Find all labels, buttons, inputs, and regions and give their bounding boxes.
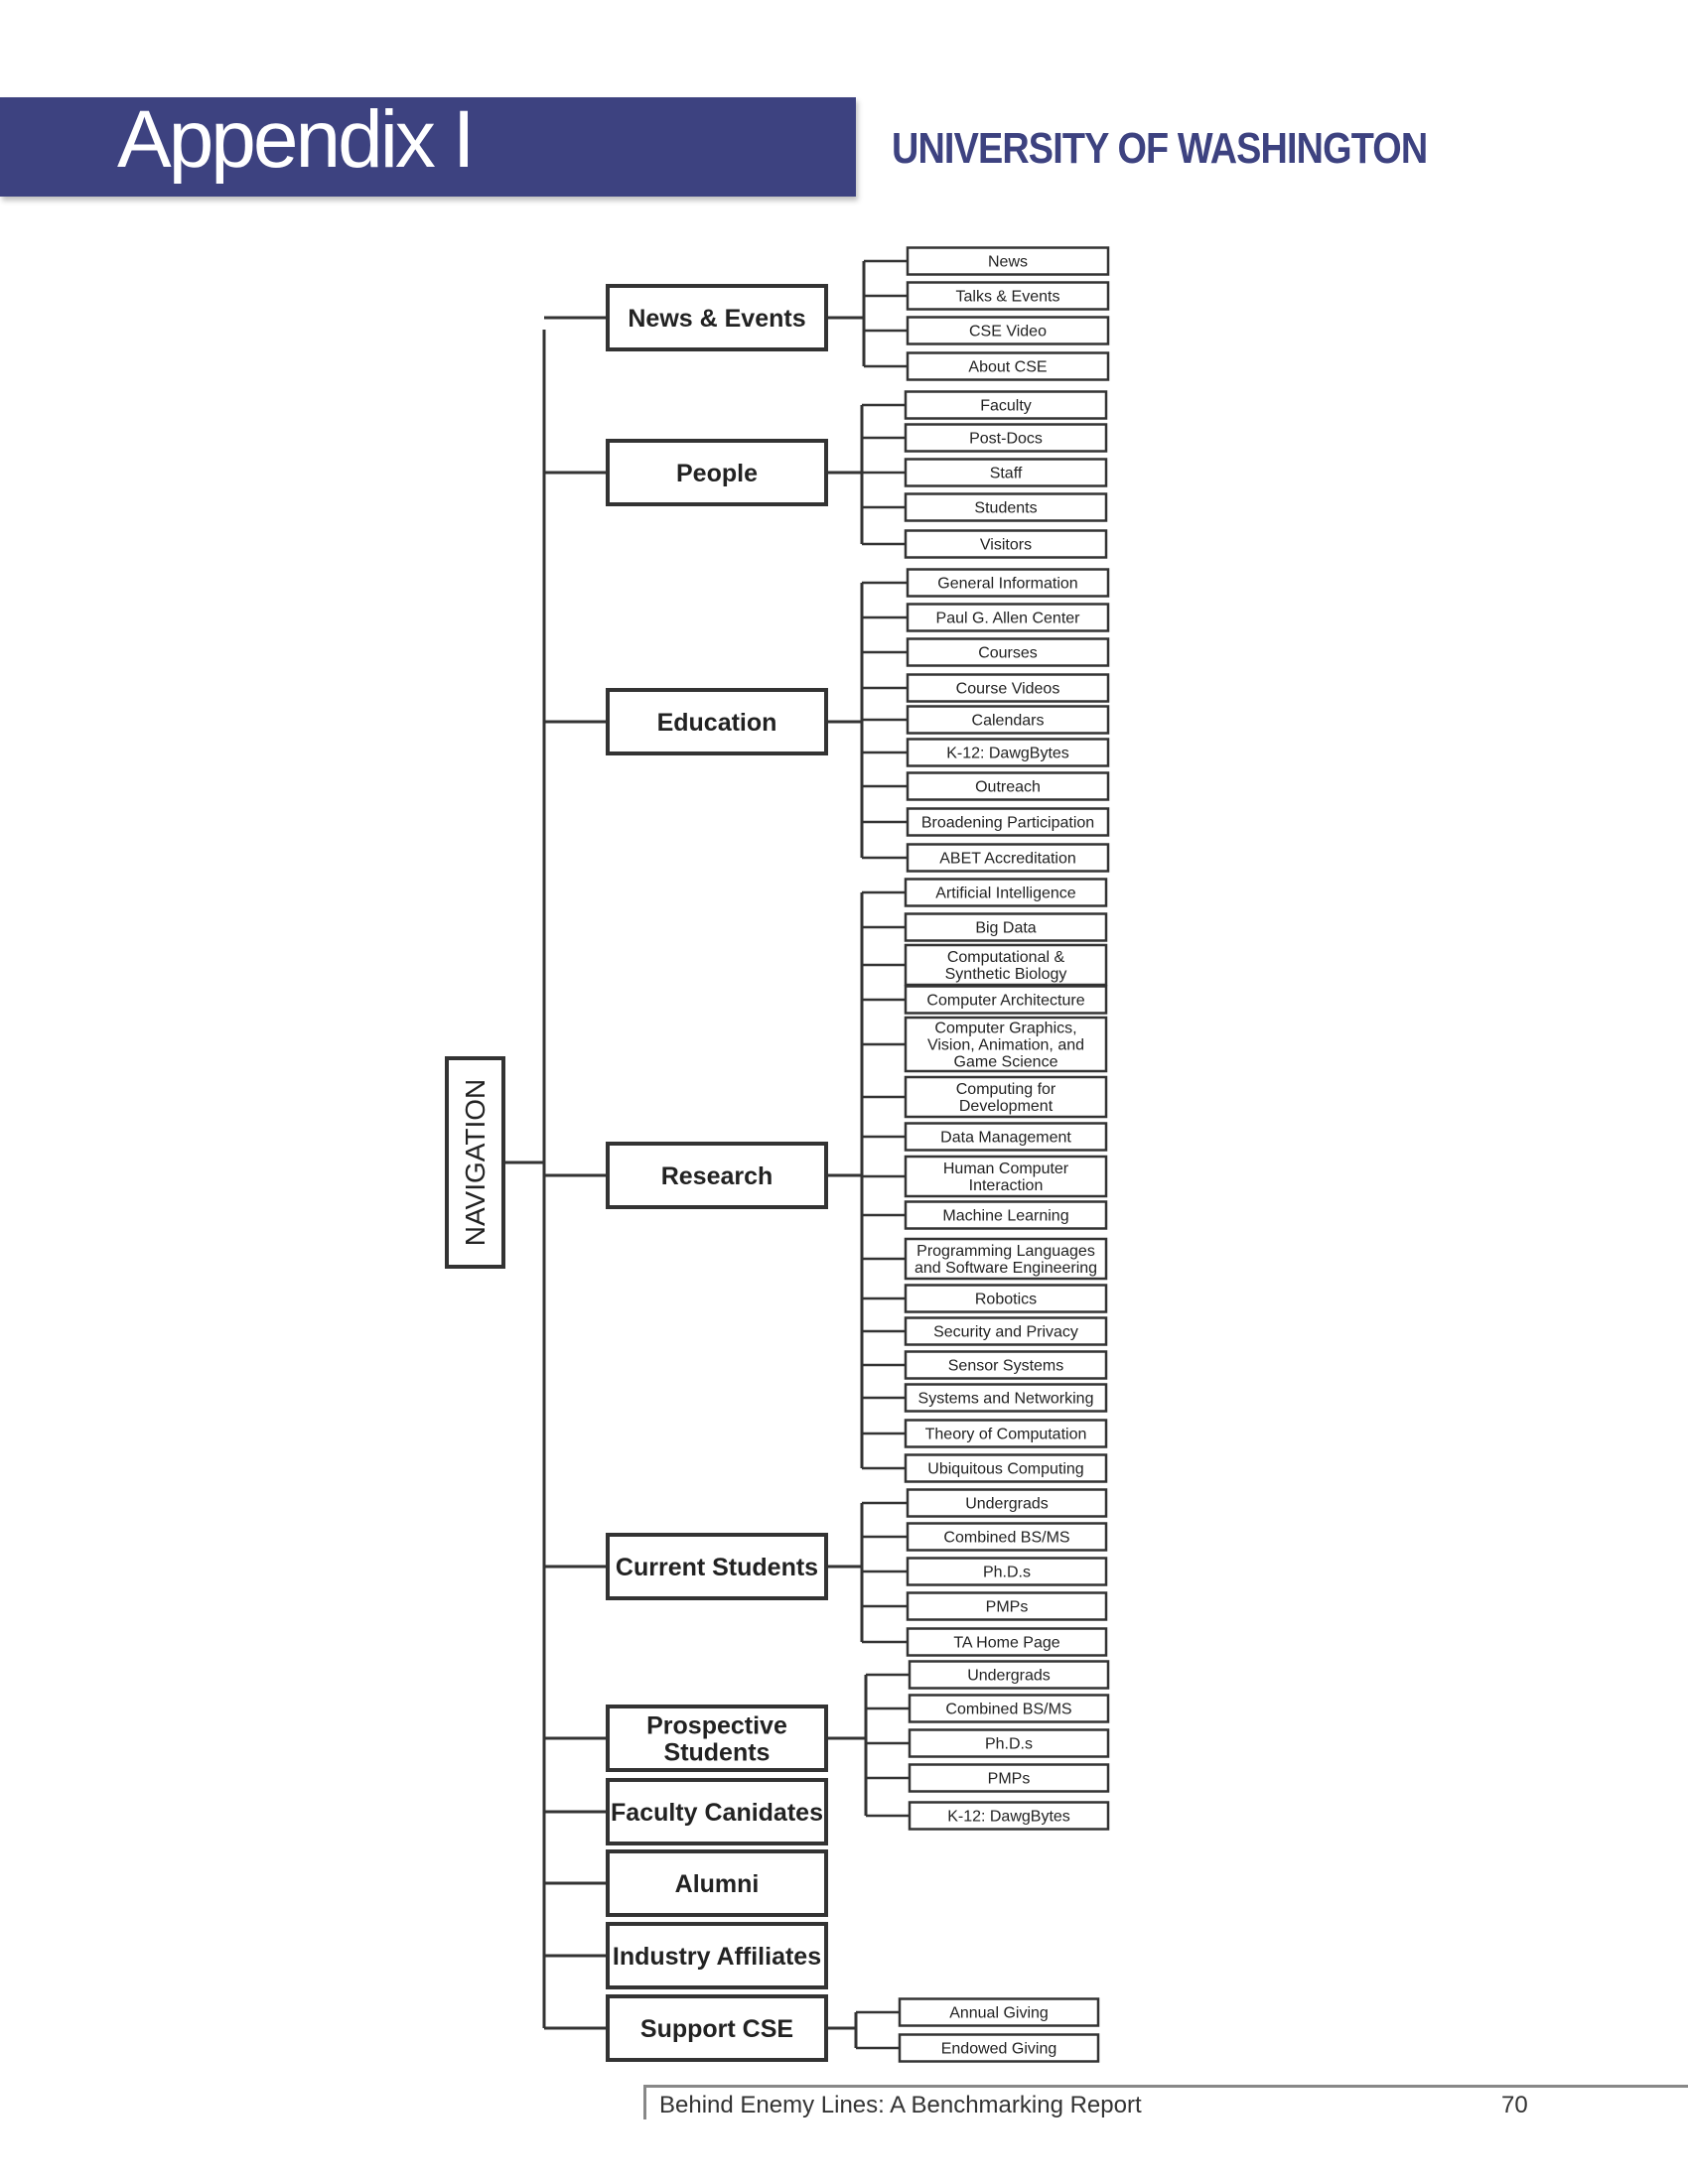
section-3-child-4-label-line: Vision, Animation, and: [926, 1036, 1085, 1054]
section-5-child-4-label-line: K-12: DawgBytes: [947, 1808, 1070, 1826]
section-3-child-11-label-line: Security and Privacy: [933, 1323, 1078, 1341]
section-3-child-7-label-line: Interaction: [968, 1177, 1044, 1195]
section-3-child-7-label-line: Human Computer: [942, 1160, 1069, 1178]
section-4-child-4-label-line: TA Home Page: [953, 1634, 1060, 1652]
section-0-child-2-label-line: CSE Video: [969, 323, 1047, 341]
section-2-child-6-label-line: Outreach: [975, 778, 1041, 796]
section-4-child-1-label-line: Combined BS/MS: [943, 1529, 1070, 1547]
section-2-child-2-label: [978, 645, 1038, 662]
section-3-child-8-label-line: Machine Learning: [942, 1207, 1069, 1225]
university-title: UNIVERSITY OF WASHINGTON: [892, 124, 1428, 173]
section-3-child-14-label: [925, 1427, 1087, 1443]
navigation-root-label: NAVIGATION: [460, 1078, 491, 1247]
section-3-child-15-label-line: Ubiquitous Computing: [927, 1460, 1084, 1478]
footer-report-title: Behind Enemy Lines: A Benchmarking Report: [659, 2092, 1142, 2118]
section-2-child-5-label-line: K-12: DawgBytes: [946, 745, 1069, 762]
section-3-child-3-label-line: Computer Architecture: [926, 992, 1085, 1010]
section-0-label-line: News & Events: [628, 304, 806, 333]
section-8-label: [613, 1943, 821, 1971]
section-3-child-5-label-line: Development: [958, 1098, 1054, 1116]
section-2-child-5-label: [946, 746, 1069, 762]
section-1-label: [676, 460, 758, 487]
footer-page-number: 70: [1501, 2092, 1528, 2118]
section-0-child-3-label-line: About CSE: [968, 358, 1048, 376]
section-5-child-1-label: [945, 1702, 1071, 1718]
section-3-child-6-label-line: Data Management: [940, 1129, 1071, 1147]
section-5-child-1-label-line: Combined BS/MS: [945, 1701, 1072, 1718]
section-0-label: [628, 305, 805, 333]
section-3-child-10-label-line: Robotics: [974, 1291, 1038, 1308]
section-8-label-line: Industry Affiliates: [612, 1942, 822, 1971]
section-4-child-1-label: [943, 1530, 1069, 1547]
section-3-child-1-label: [975, 920, 1036, 937]
section-2-child-0-label: [937, 576, 1077, 593]
section-5-label: [646, 1711, 787, 1766]
section-3-label-line: Research: [660, 1161, 774, 1190]
section-5-child-2-label-line: Ph.D.s: [984, 1735, 1034, 1753]
section-5-child-4-label: [947, 1809, 1070, 1826]
section-0-child-0-label-line: News: [987, 253, 1029, 271]
section-5-label-line: Prospective: [646, 1711, 787, 1740]
section-4-child-4-label: [953, 1635, 1059, 1652]
section-7-label-line: Alumni: [674, 1869, 760, 1898]
section-3-child-13-label: [918, 1391, 1094, 1408]
section-1-child-2-label: [990, 466, 1023, 482]
section-0-child-1-label-line: Talks & Events: [955, 288, 1060, 306]
section-5-child-3-label-line: PMPs: [987, 1770, 1031, 1788]
section-4-child-2-label: [983, 1565, 1031, 1581]
section-5-child-2-label: [985, 1736, 1033, 1753]
section-4-child-3-label: [986, 1599, 1029, 1616]
section-2-child-6-label: [975, 779, 1041, 796]
section-3-child-12-label-line: Sensor Systems: [947, 1357, 1064, 1375]
section-3-child-6-label: [940, 1130, 1071, 1147]
section-2-child-2-label-line: Courses: [978, 644, 1038, 662]
section-3-child-5-label: [956, 1081, 1056, 1115]
section-1-child-3-label: [974, 500, 1037, 517]
section-2-child-7-label-line: Broadening Participation: [920, 814, 1095, 832]
section-2-child-4-label: [972, 713, 1045, 730]
section-4-child-2-label-line: Ph.D.s: [982, 1564, 1032, 1581]
section-7-label: [675, 1870, 760, 1898]
section-6-label-line: Faculty Canidates: [611, 1798, 823, 1827]
section-3-child-8-label: [942, 1208, 1068, 1225]
section-6-label: [611, 1799, 823, 1827]
section-0-child-1-label: [956, 289, 1060, 306]
section-1-child-4-label: [980, 537, 1032, 554]
section-3-child-13-label-line: Systems and Networking: [917, 1390, 1094, 1408]
section-3-child-9-label: [914, 1243, 1097, 1277]
section-4-child-0-label-line: Undergrads: [965, 1495, 1049, 1513]
section-9-child-0-label-line: Annual Giving: [949, 2004, 1049, 2022]
appendix-title: Appendix I: [117, 94, 473, 185]
section-1-child-1-label: [969, 431, 1043, 448]
section-9-child-1-label: [941, 2041, 1057, 2058]
section-5-label-line: Students: [663, 1738, 771, 1767]
section-3-child-11-label: [933, 1324, 1078, 1341]
section-3-child-12-label: [948, 1358, 1063, 1375]
section-3-child-0-label-line: Artificial Intelligence: [935, 885, 1076, 902]
section-9-child-1-label-line: Endowed Giving: [940, 2040, 1057, 2058]
section-1-child-0-label: [980, 398, 1032, 415]
section-3-child-14-label-line: Theory of Computation: [924, 1426, 1087, 1443]
section-3-child-2-label: [945, 949, 1067, 983]
section-9-label-line: Support CSE: [639, 2014, 794, 2043]
section-3-label: [661, 1162, 774, 1190]
section-2-label-line: Education: [656, 708, 777, 737]
section-3-child-9-label-line: Programming Languages: [916, 1243, 1095, 1261]
section-2-child-3-label: [956, 681, 1060, 698]
section-2-child-8-label: [939, 851, 1076, 868]
section-1-child-1-label-line: Post-Docs: [969, 430, 1043, 448]
section-3-child-0-label: [935, 886, 1076, 902]
section-2-label: [657, 709, 777, 737]
section-4-label-line: Current Students: [615, 1553, 819, 1581]
section-1-child-2-label-line: Staff: [989, 465, 1023, 482]
section-3-child-5-label-line: Computing for: [955, 1081, 1056, 1099]
section-3-child-2-label-line: Computational &: [946, 949, 1065, 967]
section-3-child-4-label-line: Computer Graphics,: [934, 1020, 1077, 1037]
section-5-child-0-label: [967, 1668, 1051, 1685]
section-2-child-7-label: [921, 815, 1094, 832]
section-2-child-3-label-line: Course Videos: [955, 680, 1060, 698]
section-3-child-2-label-line: Synthetic Biology: [944, 966, 1067, 984]
section-1-label-line: People: [676, 459, 758, 487]
section-2-child-0-label-line: General Information: [937, 575, 1078, 593]
section-4-label: [616, 1554, 818, 1581]
section-3-child-10-label: [975, 1292, 1037, 1308]
section-9-label: [640, 2015, 793, 2043]
section-4-child-3-label-line: PMPs: [985, 1598, 1029, 1616]
section-3-child-1-label-line: Big Data: [975, 919, 1037, 937]
section-5-child-3-label: [988, 1771, 1031, 1788]
section-2-child-8-label-line: ABET Accreditation: [939, 850, 1076, 868]
section-5-child-0-label-line: Undergrads: [967, 1667, 1051, 1685]
section-3-child-3-label: [926, 993, 1084, 1010]
section-2-child-1-label-line: Paul G. Allen Center: [935, 610, 1080, 627]
section-0-child-0-label: [988, 254, 1028, 271]
section-0-child-3-label: [968, 359, 1047, 376]
section-1-child-0-label-line: Faculty: [980, 397, 1032, 415]
section-1-child-3-label-line: Students: [974, 499, 1038, 517]
section-0-child-2-label: [969, 324, 1047, 341]
section-3-child-9-label-line: and Software Engineering: [914, 1260, 1098, 1278]
section-2-child-1-label: [936, 611, 1081, 627]
section-2-child-4-label-line: Calendars: [971, 712, 1045, 730]
section-3-child-15-label: [927, 1461, 1083, 1478]
section-1-child-4-label-line: Visitors: [979, 536, 1033, 554]
section-9-child-0-label: [949, 2005, 1049, 2022]
section-3-child-4-label-line: Game Science: [953, 1053, 1058, 1071]
section-4-child-0-label: [965, 1496, 1049, 1513]
